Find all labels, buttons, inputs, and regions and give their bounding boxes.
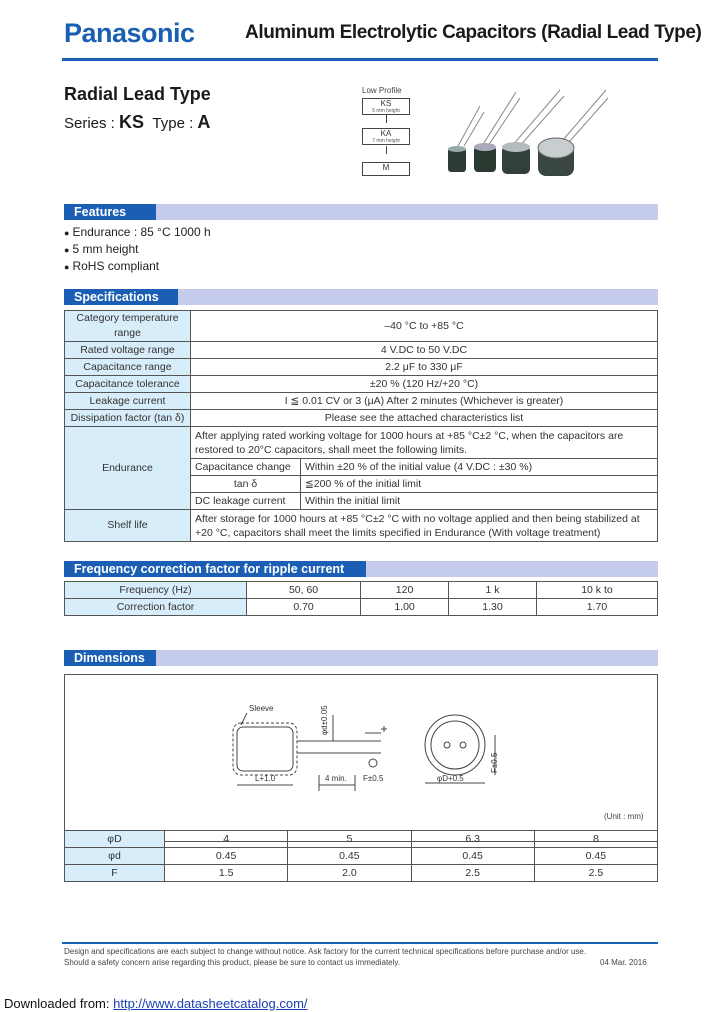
dimensions-table <box>64 830 658 882</box>
lead-length-label: 4 min. <box>325 774 347 783</box>
dim-cell: 1.5 <box>165 865 288 882</box>
download-line <box>4 996 308 1011</box>
dimension-drawing-frame <box>64 674 658 842</box>
spec-value: 4 V.DC to 50 V.DC <box>191 342 658 359</box>
table-row <box>65 831 658 848</box>
series-label: Series : <box>64 115 115 132</box>
specifications-header: Specifications <box>64 289 178 305</box>
feature-item: ● RoHS compliant <box>64 258 211 275</box>
table-row <box>65 427 658 459</box>
document-title: Aluminum Electrolytic Capacitors (Radial Lead Type) <box>245 22 702 43</box>
dimensions-header: Dimensions <box>64 650 156 666</box>
footer-divider <box>62 942 658 944</box>
series-box-ks <box>362 98 410 115</box>
frequency-row-label: Frequency (Hz) <box>65 582 247 599</box>
dim-cell: 0.45 <box>288 848 411 865</box>
dim-row-label: φd <box>65 848 165 865</box>
footer-safety-note: Should a safety concern arise regarding this product, please be sure to contact us immediately. <box>64 958 401 967</box>
series-type-line <box>64 112 210 133</box>
dimension-drawing <box>65 675 657 835</box>
spec-label: Dissipation factor (tan δ) <box>65 410 191 427</box>
footer-disclaimer: Design and specifications are each subject to change without notice. Ask factory for the current technical specifications before purchase and/or use. <box>64 947 587 956</box>
frequency-table <box>64 581 658 616</box>
series-box-m <box>362 162 410 176</box>
table-row <box>65 410 658 427</box>
spec-value: –40 °C to +85 °C <box>191 311 658 342</box>
low-profile-label: Low Profile <box>362 86 402 95</box>
brand-logo: Panasonic <box>64 18 195 48</box>
feature-item: ● Endurance : 85 °C 1000 h <box>64 224 211 241</box>
spec-value: I ≦ 0.01 CV or 3 (μA) After 2 minutes (Whichever is greater) <box>191 393 658 410</box>
frequency-cell: 10 k to <box>536 582 657 599</box>
dim-cell: 4 <box>165 831 288 848</box>
dim-cell: 2.5 <box>534 865 657 882</box>
sleeve-label: Sleeve <box>249 704 274 713</box>
capacitor-photo <box>440 86 610 186</box>
table-row <box>65 582 658 599</box>
table-row <box>65 359 658 376</box>
header-divider <box>62 58 658 61</box>
dim-cell: 5 <box>288 831 411 848</box>
endurance-item: Capacitance change <box>191 459 301 476</box>
spec-label: Capacitance range <box>65 359 191 376</box>
dim-cell: 6.3 <box>411 831 534 848</box>
endurance-item: tan δ <box>191 476 301 493</box>
factor-cell: 1.00 <box>361 599 449 616</box>
length-label: L+1.0 <box>255 774 276 783</box>
endurance-text: After applying rated working voltage for 1000 hours at +85 °C±2 °C, when the capacitors are restored to 20°C capacitors, shall meet the following limits. <box>191 427 658 459</box>
dim-row-label: φD <box>65 831 165 848</box>
unit-label: (Unit : mm) <box>604 812 644 821</box>
factor-cell: 0.70 <box>247 599 361 616</box>
spec-value: ±20 % (120 Hz/+20 °C) <box>191 376 658 393</box>
footer-date: 04 Mar. 2016 <box>600 958 647 967</box>
table-row <box>65 865 658 882</box>
series-box-ka <box>362 128 410 145</box>
dim-cell: 2.0 <box>288 865 411 882</box>
series-box-sub: 7 mm height <box>372 138 400 144</box>
dim-cell: 0.45 <box>411 848 534 865</box>
factor-cell: 1.30 <box>449 599 537 616</box>
frequency-cell: 120 <box>361 582 449 599</box>
features-list <box>64 224 211 275</box>
frequency-cell: 50, 60 <box>247 582 361 599</box>
table-row <box>65 599 658 616</box>
dim-cell: 8 <box>534 831 657 848</box>
spec-label: Category temperature range <box>65 311 191 342</box>
endurance-value: Within the initial limit <box>301 493 658 510</box>
frequency-cell: 1 k <box>449 582 537 599</box>
download-label: Downloaded from: <box>4 996 110 1011</box>
table-row <box>65 342 658 359</box>
specifications-table <box>64 310 658 542</box>
series-box-name: M <box>382 163 390 172</box>
product-heading: Radial Lead Type <box>64 84 211 104</box>
diameter-label: φD+0.5 <box>437 774 464 783</box>
spec-value: Please see the attached characteristics list <box>191 410 658 427</box>
factor-row-label: Correction factor <box>65 599 247 616</box>
shelf-life-text: After storage for 1000 hours at +85 °C±2 °C with no voltage applied and then being stabilized at +20 °C, capacitors shall meet the limits specified in Endurance (With voltage treatment) <box>191 510 658 542</box>
dim-row-label: F <box>65 865 165 882</box>
dim-cell: 0.45 <box>534 848 657 865</box>
spec-label: Rated voltage range <box>65 342 191 359</box>
endurance-value: ≦200 % of the initial limit <box>301 476 658 493</box>
features-header: Features <box>64 204 156 220</box>
type-label: Type : <box>152 115 194 132</box>
download-link[interactable]: http://www.datasheetcatalog.com/ <box>113 996 308 1011</box>
endurance-value: Within ±20 % of the initial value (4 V.DC : ±30 %) <box>301 459 658 476</box>
shelf-life-label: Shelf life <box>65 510 191 542</box>
lead-spacing-label: F±0.5 <box>490 752 499 773</box>
type-value: A <box>197 112 211 132</box>
table-row <box>65 848 658 865</box>
series-box-sub: 5 mm height <box>372 108 400 114</box>
spec-label: Leakage current <box>65 393 191 410</box>
f-label: F±0.5 <box>363 774 384 783</box>
series-box-name: KS <box>380 99 392 108</box>
series-connector <box>386 115 387 123</box>
series-connector <box>386 146 387 154</box>
table-row <box>65 393 658 410</box>
spec-label: Capacitance tolerance <box>65 376 191 393</box>
endurance-label: Endurance <box>65 427 191 510</box>
table-row <box>65 376 658 393</box>
series-value: KS <box>119 112 145 132</box>
table-row <box>65 510 658 542</box>
series-box-name: KA <box>380 129 392 138</box>
feature-item: ● 5 mm height <box>64 241 211 258</box>
dim-cell: 0.45 <box>165 848 288 865</box>
endurance-item: DC leakage current <box>191 493 301 510</box>
lead-diameter-label: φd±0.05 <box>320 705 329 735</box>
factor-cell: 1.70 <box>536 599 657 616</box>
table-row <box>65 311 658 342</box>
dim-cell: 2.5 <box>411 865 534 882</box>
frequency-header: Frequency correction factor for ripple current <box>64 561 366 577</box>
spec-value: 2.2 μF to 330 μF <box>191 359 658 376</box>
